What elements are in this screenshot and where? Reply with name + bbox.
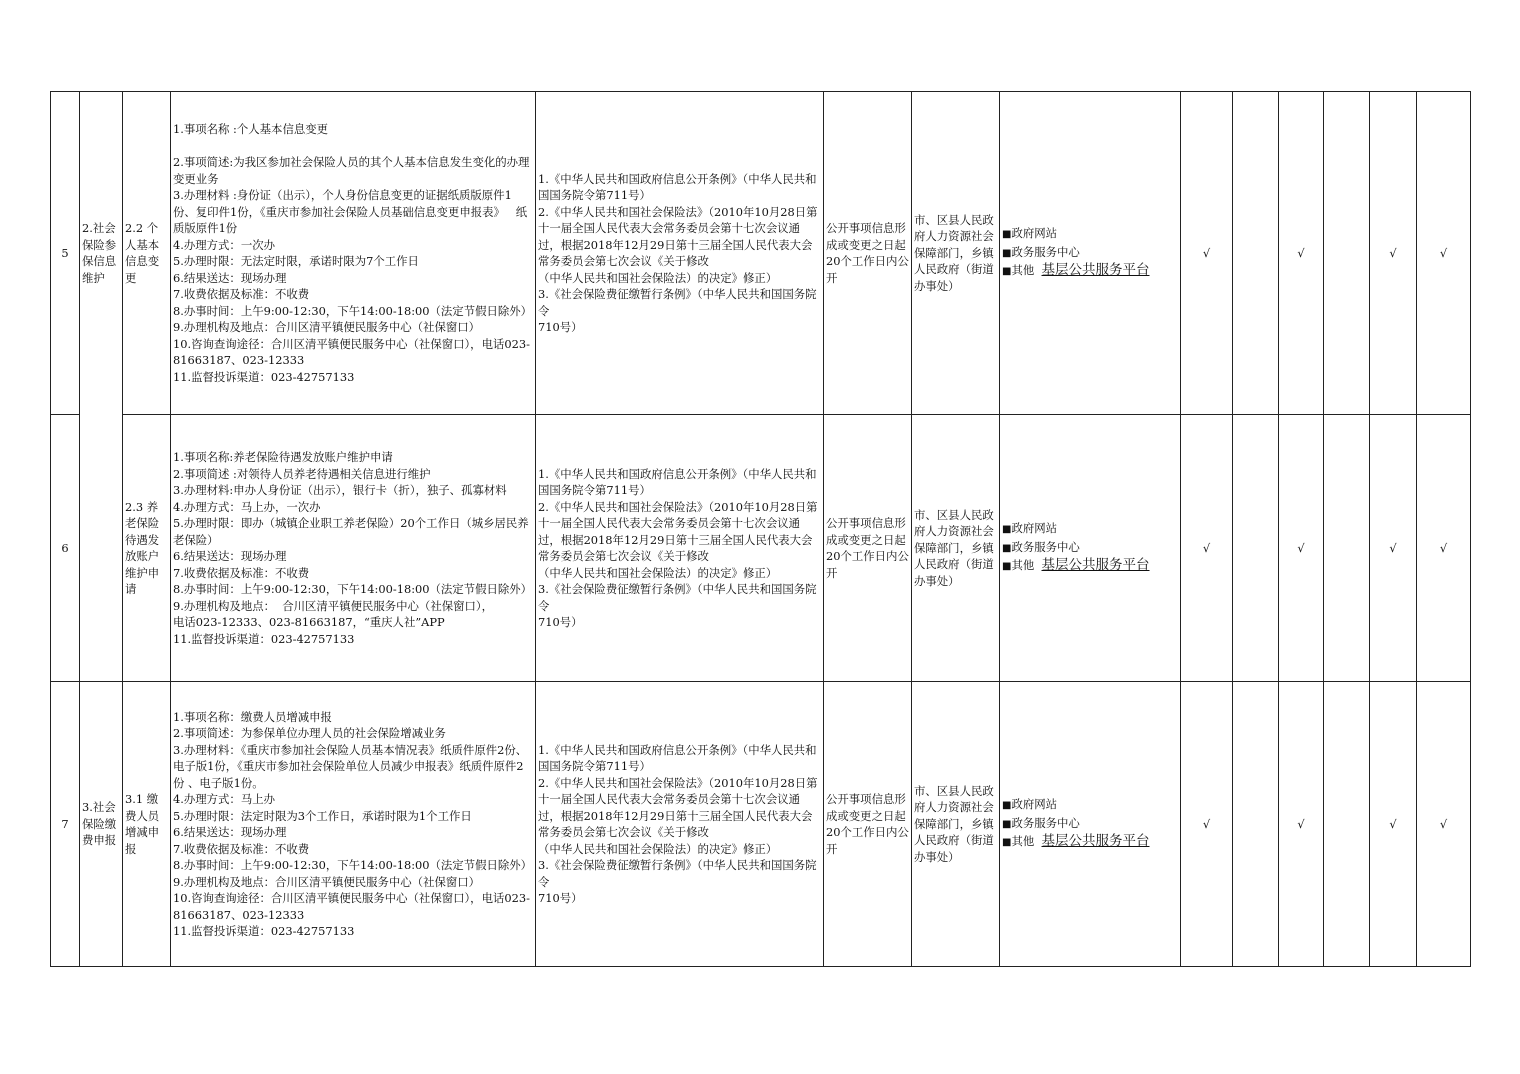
content-line: 10.咨询查询途径：合川区清平镇便民服务中心（社保窗口），电话023-81663187、023-12333 (173, 891, 530, 922)
content-line: 8.办事时间：上午9:00-12:30，下午14:00-18:00（法定节假日除外） (173, 303, 533, 318)
check-cell: √ (1279, 415, 1324, 682)
subject-cell: 市、区县人民政府人力资源社会保障部门，乡镇人民政府（街道办事处） (912, 415, 1000, 682)
content-line: 5.办理时限：即办（城镇企业职工养老保险）20个工作日（城乡居民养老保险） (173, 516, 529, 547)
content-line: 10.咨询查询途径：合川区清平镇便民服务中心（社保窗口），电话023-81663187、023-12333 (173, 336, 530, 367)
content-line: 11.监督投诉渠道：023-42757133 (173, 631, 355, 646)
check-cell: √ (1181, 682, 1233, 967)
black-square-icon: ■ (1002, 818, 1012, 830)
content-line: 4.办理方式：一次办 (173, 237, 275, 252)
black-square-icon: ■ (1002, 229, 1012, 241)
channel-label: 政务服务中心 (1011, 244, 1080, 259)
channel-label: 政府网站 (1011, 226, 1058, 241)
content-line: 1.事项名称：缴费人员增减申报 (173, 709, 332, 724)
channel-label: 政府网站 (1011, 797, 1058, 812)
check-cell: √ (1370, 415, 1417, 682)
channel-item (1002, 244, 1178, 263)
check-cell: √ (1181, 415, 1233, 682)
basis-cell (536, 682, 824, 967)
subject-cell: 市、区县人民政府人力资源社会保障部门，乡镇人民政府（街道办事处） (912, 92, 1000, 415)
basis-line: 2.《中华人民共和国社会保险法》（2010年10月28日第十一届全国人民代表大会常务委员会第十七次会议通过，根据2018年12月29日第十三届全国人民代表大会常务委员会第七次会议《关于修改 (538, 775, 818, 839)
row-number: 7 (51, 682, 80, 967)
black-square-icon: ■ (1002, 266, 1012, 278)
subitem-cell: 3.1 缴费人员增减申报 (123, 682, 171, 967)
black-square-icon: ■ (1002, 561, 1012, 573)
basis-line: 710号） (538, 320, 583, 334)
basis-line: 3.《社会保险费征缴暂行条例》（中华人民共和国国务院令 (538, 287, 817, 318)
content-line: 3.办理材料:申办人身份证（出示），银行卡（折），独子、孤寡材料 (173, 483, 507, 497)
content-line: 11.监督投诉渠道：023-42757133 (173, 924, 355, 938)
channel-other-label: 其他 (1011, 558, 1035, 573)
content-cell (171, 682, 536, 967)
black-square-icon: ■ (1002, 837, 1012, 849)
channel-other-value: 基层公共服务平台 (1041, 557, 1150, 574)
black-square-icon: ■ (1002, 524, 1012, 536)
channel-item (1002, 539, 1178, 558)
category-cell (80, 415, 123, 682)
basis-line: 2.《中华人民共和国社会保险法》（2010年10月28日第十一届全国人民代表大会常务委员会第十七次会议通过，根据2018年12月29日第十三届全国人民代表大会常务委员会第七次会议《关于修改 (538, 499, 818, 563)
time-cell: 公开事项信息形成或变更之日起20个工作日内公开 (824, 682, 912, 967)
check-cell (1233, 415, 1279, 682)
channel-cell (1000, 92, 1181, 415)
content-cell (171, 415, 536, 682)
content-line: 9.办理机构及地点： 合川区清平镇便民服务中心（社保窗口）， (173, 598, 493, 613)
channel-cell (1000, 682, 1181, 967)
channel-label: 政务服务中心 (1011, 539, 1080, 554)
channel-item (1002, 225, 1178, 244)
basis-line: （中华人民共和国社会保险法）的决定》修正） (538, 841, 778, 856)
content-line: 11.监督投诉渠道：023-42757133 (173, 369, 355, 384)
content-line: 9.办理机构及地点：合川区清平镇便民服务中心（社保窗口） (173, 320, 481, 334)
channel-other-label: 其他 (1011, 263, 1035, 278)
content-line: 2.事项简述：为参保单位办理人员的社会保险增减业务 (173, 726, 446, 740)
basis-line: （中华人民共和国社会保险法）的决定》修正） (538, 565, 778, 580)
subitem-cell: 2.2 个人基本信息变更 (123, 92, 171, 415)
channel-item-other (1002, 557, 1178, 576)
check-cell: √ (1370, 682, 1417, 967)
category-cell: 3.社会保险缴费申报 (80, 682, 123, 967)
channel-other-label: 其他 (1011, 834, 1035, 849)
row-number: 5 (51, 92, 80, 415)
basis-line: （中华人民共和国社会保险法）的决定》修正） (538, 270, 778, 285)
channel-label: 政务服务中心 (1011, 815, 1080, 830)
table-row (51, 682, 1471, 967)
content-line: 3.办理材料：《重庆市参加社会保险人员基本情况表》纸质件原件2份、电子版1份，《重庆市参加社会保险单位人员减少申报表》纸质件原件2份 、电子版1份。 (173, 742, 528, 790)
channel-item (1002, 815, 1178, 834)
check-cell (1233, 682, 1279, 967)
check-cell: √ (1370, 92, 1417, 415)
channel-item-other (1002, 262, 1178, 281)
content-line: 4.办理方式：马上办，一次办 (173, 499, 321, 514)
content-line: 2.事项简述:为我区参加社会保险人员的其个人基本信息发生变化的办理变更业务 (173, 155, 530, 186)
basis-line: 1.《中华人民共和国政府信息公开条例》（中华人民共和国国务院令第711号） (538, 742, 817, 773)
basis-cell (536, 92, 824, 415)
content-line: 5.办理时限：法定时限为3个工作日，承诺时限为1个工作日 (173, 808, 472, 823)
basis-line: 3.《社会保险费征缴暂行条例》（中华人民共和国国务院令 (538, 858, 817, 889)
content-line: 1.事项名称 :个人基本信息变更 (173, 122, 329, 136)
table-row (51, 92, 1471, 415)
subitem-cell: 2.3 养老保险待遇发放账户维护申请 (123, 415, 171, 682)
content-line: 8.办事时间：上午9:00-12:30，下午14:00-18:00（法定节假日除外） (173, 858, 533, 872)
check-cell (1324, 92, 1370, 415)
black-square-icon: ■ (1002, 247, 1012, 259)
content-line (173, 138, 533, 155)
basis-cell (536, 415, 824, 682)
channel-label: 政府网站 (1011, 521, 1058, 536)
channel-other-value: 基层公共服务平台 (1041, 833, 1150, 850)
row-number: 6 (51, 415, 80, 682)
subject-cell: 市、区县人民政府人力资源社会保障部门，乡镇人民政府（街道办事处） (912, 682, 1000, 967)
basis-line: 1.《中华人民共和国政府信息公开条例》（中华人民共和国国务院令第711号） (538, 466, 817, 497)
check-cell: √ (1417, 682, 1471, 967)
channel-item (1002, 520, 1178, 539)
basis-line: 710号） (538, 615, 583, 629)
content-line: 7.收费依据及标准：不收费 (173, 287, 310, 301)
check-cell: √ (1279, 92, 1324, 415)
content-line: 6.结果送达：现场办理 (173, 825, 287, 839)
check-cell (1324, 682, 1370, 967)
category-cell: 2.社会保险参保信息维护 (80, 92, 123, 415)
content-line: 5.办理时限：无法定时限，承诺时限为7个工作日 (173, 254, 419, 268)
basis-line: 2.《中华人民共和国社会保险法》（2010年10月28日第十一届全国人民代表大会常务委员会第十七次会议通过，根据2018年12月29日第十三届全国人民代表大会常务委员会第七次会议《关于修改 (538, 204, 818, 268)
content-line: 2.事项简述 :对领待人员养老待遇相关信息进行维护 (173, 466, 431, 481)
content-line: 电话023-12333、023-81663187，“重庆人社”APP (173, 615, 445, 629)
disclosure-table (50, 91, 1471, 967)
content-line: 3.办理材料 :身份证（出示），个人身份信息变更的证据纸质版原件1份、复印件1份，《重庆市参加社会保险人员基础信息变更申报表》 纸质版原件1份 (173, 188, 528, 235)
black-square-icon: ■ (1002, 542, 1012, 554)
check-cell: √ (1279, 682, 1324, 967)
channel-item-other (1002, 833, 1178, 852)
content-line: 6.结果送达：现场办理 (173, 270, 287, 285)
channel-item (1002, 796, 1178, 815)
check-cell (1324, 415, 1370, 682)
basis-line: 1.《中华人民共和国政府信息公开条例》（中华人民共和国国务院令第711号） (538, 171, 817, 202)
check-cell: √ (1181, 92, 1233, 415)
black-square-icon: ■ (1002, 800, 1012, 812)
basis-line: 3.《社会保险费征缴暂行条例》（中华人民共和国国务院令 (538, 582, 817, 613)
time-cell: 公开事项信息形成或变更之日起20个工作日内公开 (824, 415, 912, 682)
content-line: 8.办事时间：上午9:00-12:30，下午14:00-18:00（法定节假日除外） (173, 582, 533, 596)
content-line: 9.办理机构及地点：合川区清平镇便民服务中心（社保窗口） (173, 874, 481, 889)
time-cell: 公开事项信息形成或变更之日起20个工作日内公开 (824, 92, 912, 415)
content-line: 7.收费依据及标准：不收费 (173, 841, 310, 856)
content-line: 6.结果送达：现场办理 (173, 549, 287, 563)
check-cell: √ (1417, 415, 1471, 682)
basis-line: 710号） (538, 891, 583, 905)
content-line: 4.办理方式：马上办 (173, 792, 275, 806)
content-line: 1.事项名称:养老保险待遇发放账户维护申请 (173, 450, 393, 464)
check-cell (1233, 92, 1279, 415)
channel-cell (1000, 415, 1181, 682)
table-row (51, 415, 1471, 682)
content-cell (171, 92, 536, 415)
channel-other-value: 基层公共服务平台 (1041, 262, 1150, 279)
content-line: 7.收费依据及标准：不收费 (173, 565, 310, 580)
check-cell: √ (1417, 92, 1471, 415)
